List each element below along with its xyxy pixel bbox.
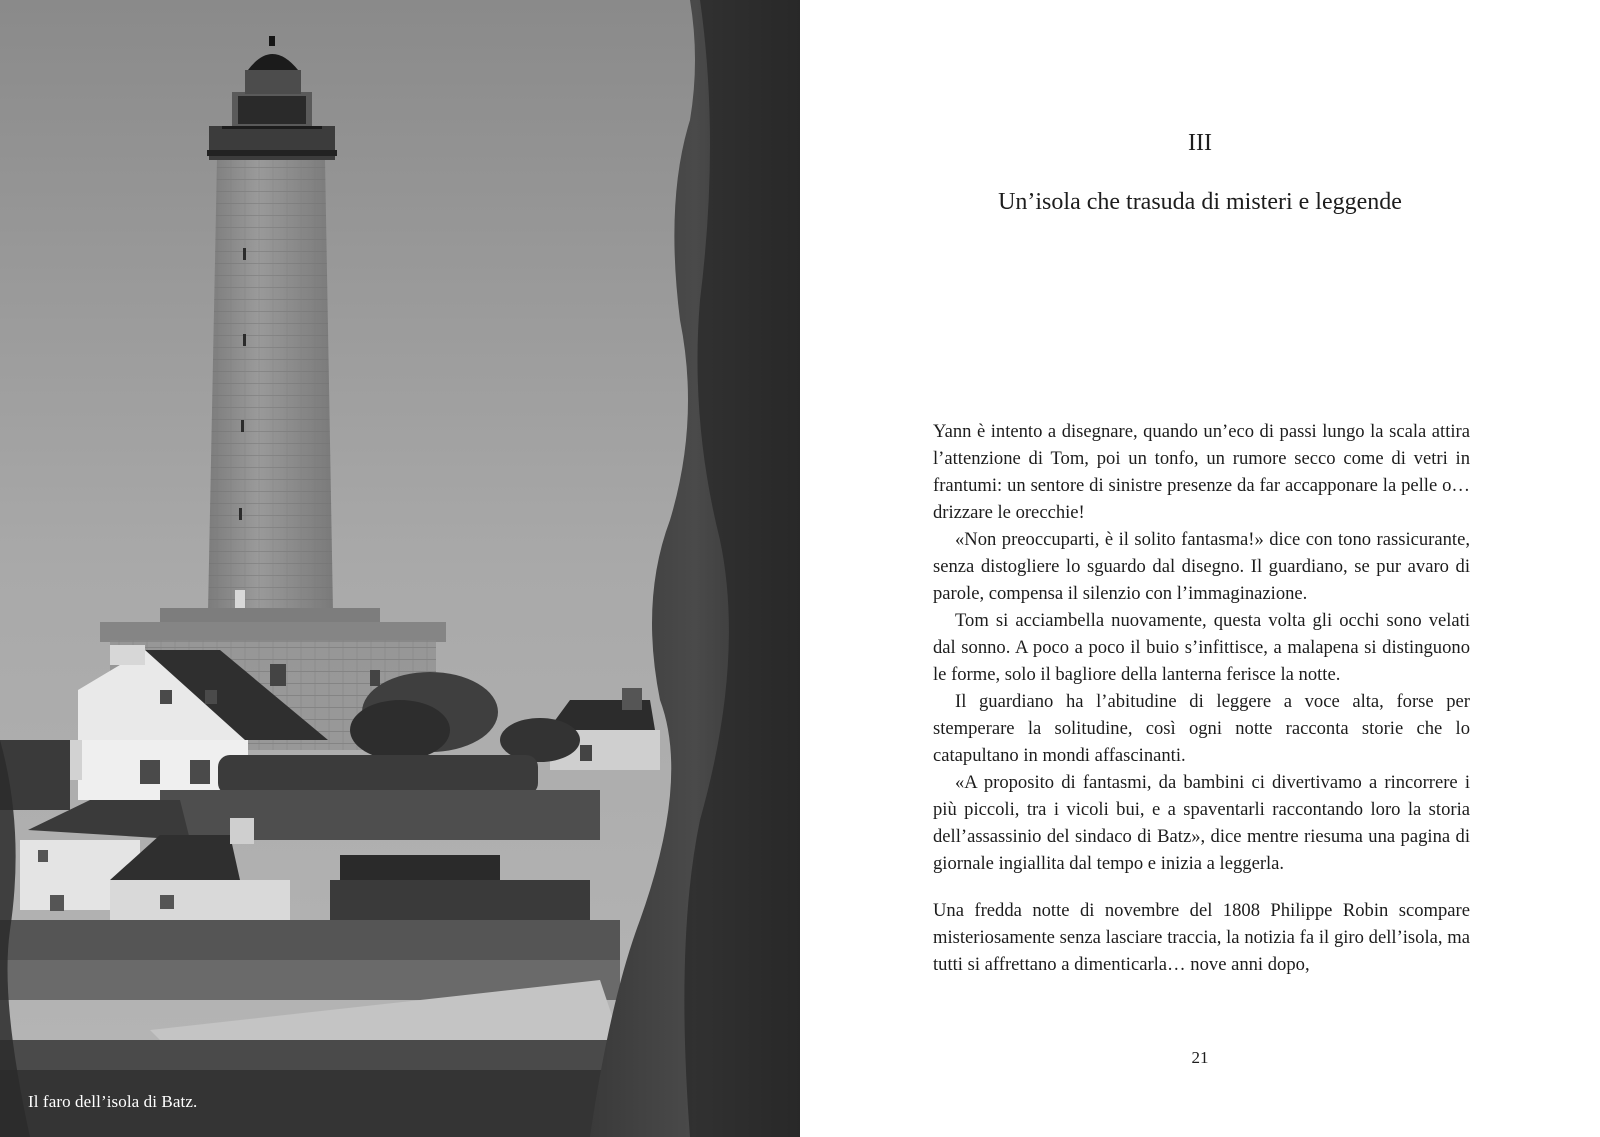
- paragraph: Il guardiano ha l’abitudine di leggere a voce alta, forse per stemperare la solitudine, così ogni notte racconta storie che lo catapultano in mondi affascinanti.: [933, 691, 1470, 766]
- photo-caption: Il faro dell’isola di Batz.: [28, 1092, 198, 1111]
- text-page: [800, 0, 1600, 1137]
- paragraph: Yann è intento a disegnare, quando un’eco di passi lungo la scala attira l’attenzione di Tom, poi un tonfo, un rumore secco come di vetri in frantumi: un sentore di sinistre presenze da far accapponare la pelle o… drizzare le orecchie!: [933, 421, 1470, 523]
- paragraph: «A proposito di fantasmi, da bambini ci divertivamo a rincorrere i più piccoli, tra i vicoli bui, e a spaventarli raccontando loro la storia dell’assassinio del sindaco di Batz», dice mentre riesuma una pagina di giornale ingiallita dal tempo e inizia a leggerla.: [933, 772, 1470, 874]
- chapter-number: III: [1188, 130, 1212, 156]
- paragraph: Tom si acciambella nuovamente, questa volta gli occhi sono velati dal sonno. A poco a poco il buio s’infittisce, a malapena si distinguono le forme, solo il bagliore della lanterna ferisce la notte.: [933, 610, 1470, 685]
- paragraph: Una fredda notte di novembre del 1808 Philippe Robin scompare misteriosamente senza lasciare traccia, la notizia fa il giro dell’isola, ma tutti si affrettano a dimenticarla… nove anni dopo,: [933, 900, 1470, 975]
- chapter-title: Un’isola che trasuda di misteri e leggende: [998, 189, 1402, 215]
- body-text: [933, 418, 1470, 978]
- paragraph: «Non preoccuparti, è il solito fantasma!» dice con tono rassicurante, senza distogliere lo sguardo dal disegno. Il guardiano, se pur avaro di parole, compensa il silenzio con l’immaginazione.: [933, 529, 1470, 604]
- page-number: 21: [1191, 1048, 1209, 1067]
